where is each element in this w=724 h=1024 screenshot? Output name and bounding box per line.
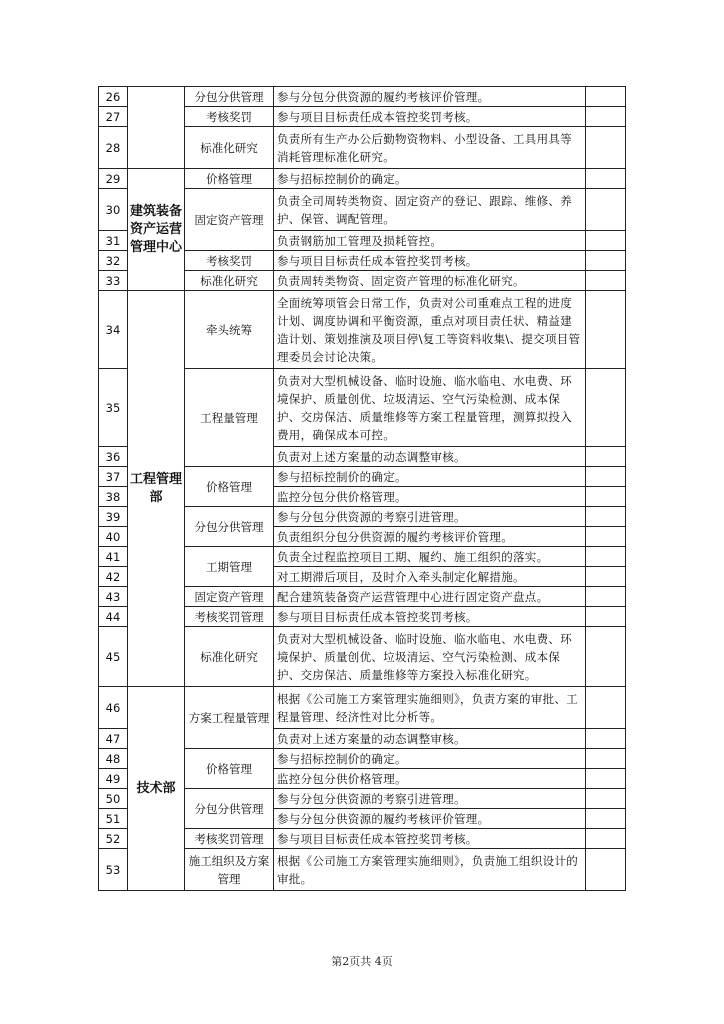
department-cell	[128, 87, 185, 169]
note-cell	[586, 527, 626, 547]
duty-cell: 负责钢筋加工管理及损耗管控。	[274, 231, 586, 251]
row-number: 47	[99, 729, 128, 749]
note-cell	[586, 687, 626, 729]
duty-cell: 参与分包分供资源的考察引进管理。	[274, 789, 586, 809]
row-number: 39	[99, 507, 128, 527]
note-cell	[586, 251, 626, 271]
row-number: 38	[99, 487, 128, 507]
item-cell: 考核奖罚管理	[185, 829, 274, 849]
page-footer: 第2页共 4页	[331, 955, 393, 968]
row-number: 49	[99, 769, 128, 789]
duty-cell: 负责所有生产办公后勤物资物料、小型设备、工具用具等消耗管理标准化研究。	[274, 127, 586, 169]
item-cell: 考核奖罚	[185, 251, 274, 271]
row-number: 51	[99, 809, 128, 829]
note-cell	[586, 107, 626, 127]
row-number: 52	[99, 829, 128, 849]
item-cell: 工程量管理	[185, 369, 274, 467]
duty-cell: 根据《公司施工方案管理实施细则》，负责方案的审批、工程量管理、经济性对比分析等。	[274, 687, 586, 729]
note-cell	[586, 607, 626, 627]
note-cell	[586, 487, 626, 507]
duty-cell: 监控分包分供价格管理。	[274, 487, 586, 507]
note-cell	[586, 849, 626, 891]
duty-cell: 监控分包分供价格管理。	[274, 769, 586, 789]
duty-cell: 负责全过程监控项目工期、履约、施工组织的落实。	[274, 547, 586, 567]
note-cell	[586, 567, 626, 587]
duty-cell: 参与分包分供资源的履约考核评价管理。	[274, 809, 586, 829]
note-cell	[586, 729, 626, 749]
row-number: 46	[99, 687, 128, 729]
item-cell: 工期管理	[185, 547, 274, 587]
item-cell: 标准化研究	[185, 127, 274, 169]
duty-cell: 参与招标控制价的确定。	[274, 467, 586, 487]
note-cell	[586, 467, 626, 487]
row-number: 30	[99, 189, 128, 231]
row-number: 43	[99, 587, 128, 607]
note-cell	[586, 587, 626, 607]
row-number: 36	[99, 447, 128, 467]
row-number: 29	[99, 169, 128, 189]
duty-cell: 负责组织分包分供资源的履约考核评价管理。	[274, 527, 586, 547]
note-cell	[586, 809, 626, 829]
item-cell: 标准化研究	[185, 627, 274, 687]
row-number: 26	[99, 87, 128, 107]
duty-cell: 参与项目目标责任成本管控奖罚考核。	[274, 829, 586, 849]
note-cell	[586, 231, 626, 251]
row-number: 37	[99, 467, 128, 487]
note-cell	[586, 627, 626, 687]
duty-cell: 参与分包分供资源的履约考核评价管理。	[274, 87, 586, 107]
row-number: 42	[99, 567, 128, 587]
item-cell: 考核奖罚	[185, 107, 274, 127]
duty-cell: 负责对大型机械设备、临时设施、临水临电、水电费、环境保护、质量创优、垃圾清运、空气污染检测、成本保护、交房保洁、质量维修等方案投入标准化研究。	[274, 627, 586, 687]
duty-cell: 负责对大型机械设备、临时设施、临水临电、水电费、环境保护、质量创优、垃圾清运、空气污染检测、成本保护、交房保洁、质量维修等方案工程量管理，测算拟投入费用，确保成本可控。	[274, 369, 586, 447]
note-cell	[586, 547, 626, 567]
duty-cell: 对工期滞后项目，及时介入牵头制定化解措施。	[274, 567, 586, 587]
item-cell: 施工组织及方案管理	[185, 849, 274, 891]
duty-cell: 配合建筑装备资产运营管理中心进行固定资产盘点。	[274, 587, 586, 607]
row-number: 35	[99, 369, 128, 447]
row-number: 34	[99, 291, 128, 369]
note-cell	[586, 291, 626, 369]
note-cell	[586, 369, 626, 447]
duty-cell: 根据《公司施工方案管理实施细则》，负责施工组织设计的审批。	[274, 849, 586, 891]
item-cell: 分包分供管理	[185, 87, 274, 107]
duty-cell: 负责对上述方案量的动态调整审核。	[274, 447, 586, 467]
duty-cell: 负责周转类物资、固定资产管理的标准化研究。	[274, 271, 586, 291]
item-cell: 固定资产管理	[185, 587, 274, 607]
row-number: 27	[99, 107, 128, 127]
table-row	[99, 291, 626, 369]
note-cell	[586, 507, 626, 527]
row-number: 44	[99, 607, 128, 627]
item-cell: 固定资产管理	[185, 189, 274, 251]
duty-cell: 负责对上述方案量的动态调整审核。	[274, 729, 586, 749]
row-number: 33	[99, 271, 128, 291]
note-cell	[586, 271, 626, 291]
row-number: 45	[99, 627, 128, 687]
duty-cell: 负责全司周转类物资、固定资产的登记、跟踪、维修、养护、保管、调配管理。	[274, 189, 586, 231]
item-cell: 标准化研究	[185, 271, 274, 291]
duty-cell: 参与招标控制价的确定。	[274, 169, 586, 189]
duty-cell: 参与项目目标责任成本管控奖罚考核。	[274, 107, 586, 127]
department-cell: 建筑装备资产运营管理中心	[128, 169, 185, 291]
table-row	[99, 687, 626, 729]
table-row	[99, 87, 626, 107]
item-cell: 价格管理	[185, 467, 274, 507]
duty-cell: 全面统筹项管会日常工作，负责对公司重难点工程的进度计划、调度协调和平衡资源，重点对项目责任状、精益建造计划、策划推演及项目停\复工等资料收集\、提交项目管理委员会讨论决策。	[274, 291, 586, 369]
note-cell	[586, 127, 626, 169]
row-number: 28	[99, 127, 128, 169]
duty-cell: 参与招标控制价的确定。	[274, 749, 586, 769]
item-cell: 分包分供管理	[185, 507, 274, 547]
duty-cell: 参与项目目标责任成本管控奖罚考核。	[274, 607, 586, 627]
table-row	[99, 169, 626, 189]
row-number: 50	[99, 789, 128, 809]
note-cell	[586, 447, 626, 467]
duty-cell: 参与分包分供资源的考察引进管理。	[274, 507, 586, 527]
row-number: 53	[99, 849, 128, 891]
note-cell	[586, 87, 626, 107]
duty-cell: 参与项目目标责任成本管控奖罚考核。	[274, 251, 586, 271]
responsibility-table	[98, 86, 626, 891]
row-number: 48	[99, 749, 128, 769]
item-cell: 方案工程量管理	[185, 687, 274, 749]
note-cell	[586, 789, 626, 809]
item-cell: 考核奖罚管理	[185, 607, 274, 627]
note-cell	[586, 829, 626, 849]
row-number: 31	[99, 231, 128, 251]
item-cell: 牵头统筹	[185, 291, 274, 369]
item-cell: 分包分供管理	[185, 789, 274, 829]
row-number: 41	[99, 547, 128, 567]
department-cell: 技术部	[128, 687, 185, 891]
note-cell	[586, 169, 626, 189]
item-cell: 价格管理	[185, 169, 274, 189]
department-cell: 工程管理部	[128, 291, 185, 687]
note-cell	[586, 769, 626, 789]
item-cell: 价格管理	[185, 749, 274, 789]
note-cell	[586, 189, 626, 231]
row-number: 32	[99, 251, 128, 271]
note-cell	[586, 749, 626, 769]
row-number: 40	[99, 527, 128, 547]
